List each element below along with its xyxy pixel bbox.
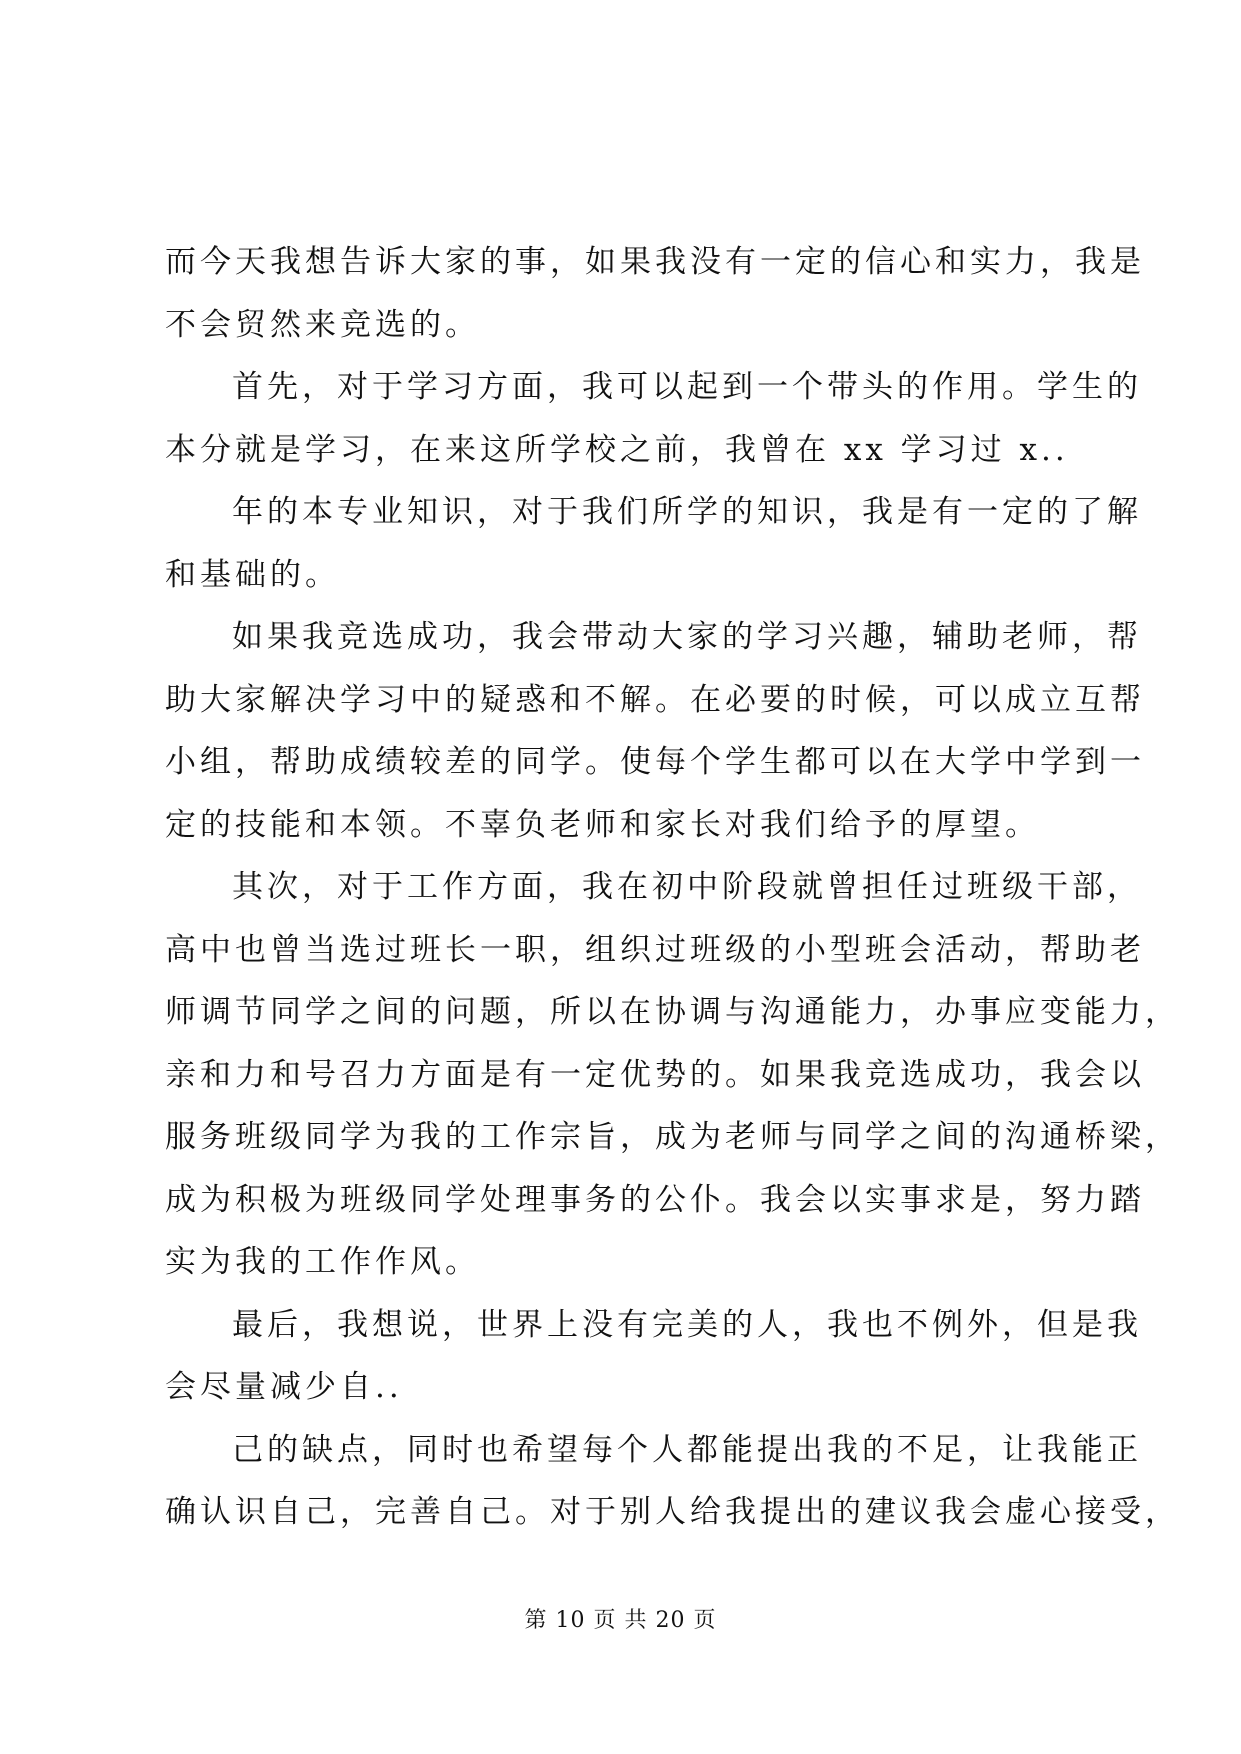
paragraph-start-line: 如果我竞选成功，我会带动大家的学习兴趣，辅助老师，帮	[232, 619, 1142, 655]
paragraph-start-line: 最后，我想说，世界上没有完美的人，我也不例外，但是我	[232, 1306, 1142, 1343]
paragraph-start-line: 其次，对于工作方面，我在初中阶段就曾担任过班级干部，	[232, 869, 1142, 905]
text-line: 服务班级同学为我的工作宗旨，成为老师与同学之间的沟通桥梁，	[165, 1119, 1180, 1155]
text-line: 确认识自己，完善自己。对于别人给我提出的建议我会虚心接受，	[165, 1494, 1180, 1530]
paragraph-start-line: 年的本专业知识，对于我们所学的知识，我是有一定的了解	[232, 494, 1142, 530]
text-line: 不会贸然来竞选的。	[165, 306, 480, 343]
text-line: 和基础的。	[165, 556, 340, 593]
paragraph-start-line: 己的缺点，同时也希望每个人都能提出我的不足，让我能正	[232, 1431, 1142, 1468]
text-line: 本分就是学习，在来这所学校之前，我曾在 xx 学习过 x..	[165, 431, 1069, 468]
text-line: 师调节同学之间的问题，所以在协调与沟通能力，办事应变能力，	[165, 994, 1180, 1030]
text-line: 实为我的工作作风。	[165, 1244, 480, 1280]
page-number-footer: 第 10 页 共 20 页	[524, 1608, 717, 1633]
body-text	[165, 231, 1180, 1544]
text-line: 会尽量减少自..	[165, 1369, 403, 1405]
text-line: 小组，帮助成绩较差的同学。使每个学生都可以在大学中学到一	[165, 744, 1145, 780]
text-line: 定的技能和本领。不辜负老师和家长对我们给予的厚望。	[165, 806, 1040, 843]
text-line: 成为积极为班级同学处理事务的公仆。我会以实事求是，努力踏	[165, 1181, 1145, 1218]
paragraph-start-line: 首先，对于学习方面，我可以起到一个带头的作用。学生的	[232, 369, 1142, 405]
text-line: 高中也曾当选过班长一职，组织过班级的小型班会活动，帮助老	[165, 931, 1145, 968]
text-line: 助大家解决学习中的疑惑和不解。在必要的时候，可以成立互帮	[165, 681, 1145, 718]
text-line: 亲和力和号召力方面是有一定优势的。如果我竞选成功，我会以	[165, 1056, 1145, 1093]
text-line: 而今天我想告诉大家的事，如果我没有一定的信心和实力，我是	[165, 244, 1145, 280]
